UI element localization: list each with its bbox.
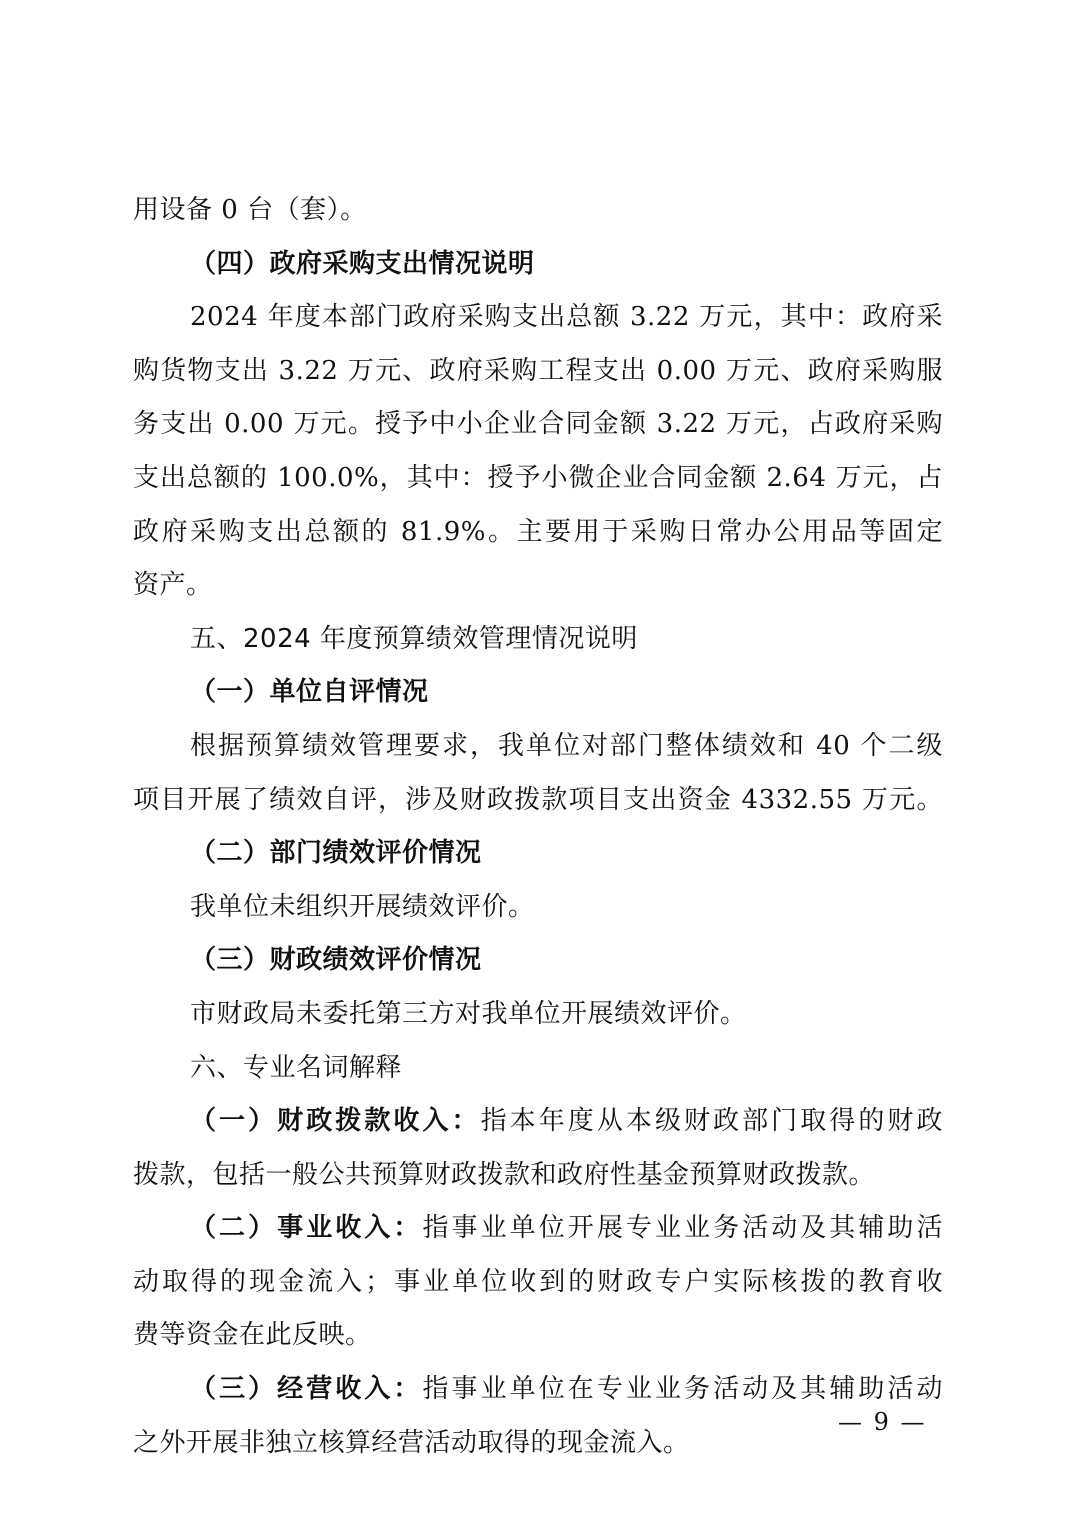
paragraph-line: 费等资金在此反映。 — [133, 1320, 372, 1351]
term-text: 指事业单位开展专业业务活动及其辅助活 — [422, 1213, 943, 1244]
paragraph-line: 动取得的现金流入；事业单位收到的财政专户实际核拨的教育收 — [133, 1266, 943, 1297]
term-label: （三）经营收入： — [190, 1374, 423, 1405]
paragraph-line: 项目开展了绩效自评，涉及财政拨款项目支出资金 4332.55 万元。 — [133, 784, 943, 815]
paragraph-line: 支出总额的 100.0%，其中：授予小微企业合同金额 2.64 万元，占 — [133, 462, 943, 493]
term-definition-line — [133, 1202, 943, 1256]
section-heading: （四）政府采购支出情况说明 — [190, 248, 535, 279]
paragraph-line: 2024 年度本部门政府采购支出总额 3.22 万元，其中：政府采 — [190, 302, 943, 333]
section-heading: （三）财政绩效评价情况 — [190, 945, 482, 976]
term-label: （二）事业收入： — [190, 1213, 423, 1244]
term-text: 指本年度从本级财政部门取得的财政 — [480, 1106, 943, 1137]
paragraph-line: 之外开展非独立核算经营活动取得的现金流入。 — [133, 1427, 690, 1458]
chapter-heading: 六、专业名词解释 — [190, 1052, 403, 1083]
term-label: （一）财政拨款收入： — [190, 1106, 481, 1137]
paragraph-line: 政府采购支出总额的 81.9%。主要用于采购日常办公用品等固定 — [133, 516, 943, 547]
paragraph-line: 拨款，包括一般公共预算财政拨款和政府性基金预算财政拨款。 — [133, 1159, 876, 1190]
paragraph-line: 用设备 0 台（套）。 — [133, 195, 367, 225]
paragraph-line: 购货物支出 3.22 万元、政府采购工程支出 0.00 万元、政府采购服 — [133, 355, 943, 386]
term-definition-line — [133, 1095, 943, 1149]
paragraph-line: 资产。 — [133, 570, 213, 601]
document-body — [133, 184, 943, 1470]
term-text: 指事业单位在专业业务活动及其辅助活动 — [422, 1374, 943, 1405]
page-number: — 9 — — [838, 1408, 927, 1436]
section-heading: （二）部门绩效评价情况 — [190, 838, 482, 869]
term-definition-line — [133, 1363, 943, 1417]
paragraph-line: 根据预算绩效管理要求，我单位对部门整体绩效和 40 个二级 — [190, 730, 943, 761]
paragraph-line: 务支出 0.00 万元。授予中小企业合同金额 3.22 万元，占政府采购 — [133, 409, 943, 440]
paragraph-line: 市财政局未委托第三方对我单位开展绩效评价。 — [190, 998, 747, 1029]
chapter-heading: 五、2024 年度预算绩效管理情况说明 — [190, 623, 638, 654]
section-heading: （一）单位自评情况 — [190, 677, 429, 708]
paragraph-line: 我单位未组织开展绩效评价。 — [190, 891, 535, 922]
